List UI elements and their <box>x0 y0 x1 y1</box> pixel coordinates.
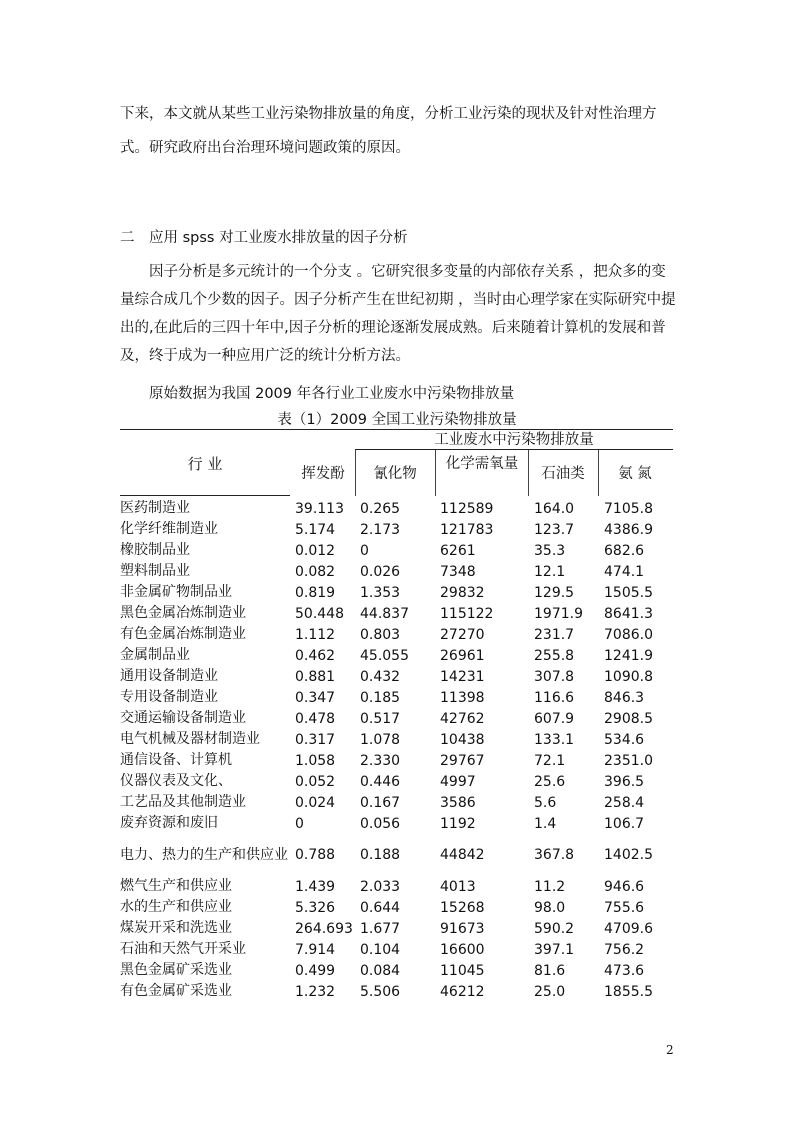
cyanide-cell: 0.056 <box>360 815 401 832</box>
petroleum-cell: 12.1 <box>534 563 566 580</box>
industry-cell: 黑色金属冶炼制造业 <box>120 605 246 621</box>
industry-header: 行 业 <box>187 455 223 473</box>
petroleum-cell: 72.1 <box>534 752 566 769</box>
cod-cell: 42762 <box>440 710 485 727</box>
column-divider <box>528 450 529 496</box>
table-row <box>120 540 674 561</box>
table-row <box>120 897 674 918</box>
petroleum-cell: 397.1 <box>534 941 575 958</box>
phenol-cell: 0.462 <box>295 647 336 664</box>
table-row <box>120 960 674 981</box>
cyanide-cell: 0.026 <box>360 563 401 580</box>
industry-cell: 医药制造业 <box>120 500 190 516</box>
ammonia-cell: 1505.5 <box>604 584 653 601</box>
industry-cell: 塑料制品业 <box>120 563 190 579</box>
industry-cell: 橡胶制品业 <box>120 542 190 558</box>
cyanide-cell: 0 <box>360 542 369 559</box>
table-row <box>120 666 674 687</box>
petroleum-cell: 255.8 <box>534 647 575 664</box>
table-row <box>120 708 674 729</box>
column-header-ammonia: 氨 氮 <box>618 466 652 482</box>
cyanide-cell: 0.185 <box>360 689 401 706</box>
petroleum-cell: 1.4 <box>534 815 557 832</box>
emission-table-body <box>120 498 674 1002</box>
cod-cell: 3586 <box>440 794 476 811</box>
petroleum-cell: 607.9 <box>534 710 575 727</box>
industry-cell: 仪器仪表及文化、 <box>120 773 232 789</box>
phenol-cell: 0.788 <box>295 847 336 863</box>
table-row <box>120 792 674 813</box>
table-row <box>120 498 674 519</box>
ammonia-cell: 2908.5 <box>604 710 653 727</box>
ammonia-cell: 258.4 <box>604 794 645 811</box>
ammonia-cell: 8641.3 <box>604 605 653 622</box>
cod-cell: 4997 <box>440 773 476 790</box>
table-row <box>120 645 674 666</box>
phenol-cell: 0.317 <box>295 731 336 748</box>
table-row <box>120 918 674 939</box>
column-divider <box>355 450 356 496</box>
table-row <box>120 561 674 582</box>
industry-cell: 交通运输设备制造业 <box>120 710 246 726</box>
phenol-cell: 0 <box>295 815 304 832</box>
petroleum-cell: 129.5 <box>534 584 575 601</box>
cyanide-cell: 1.677 <box>360 920 401 937</box>
petroleum-cell: 5.6 <box>534 794 557 811</box>
cod-cell: 115122 <box>440 605 494 622</box>
cod-cell: 15268 <box>440 899 485 916</box>
cod-cell: 10438 <box>440 731 485 748</box>
industry-cell: 水的生产和供应业 <box>120 899 232 915</box>
cyanide-cell: 0.188 <box>360 847 401 863</box>
emission-table <box>120 498 674 1002</box>
cod-cell: 44842 <box>440 847 485 863</box>
phenol-cell: 264.693 <box>295 920 353 937</box>
phenol-cell: 0.499 <box>295 962 336 979</box>
cyanide-cell: 44.837 <box>360 605 409 622</box>
industry-cell: 黑色金属矿采选业 <box>120 962 232 978</box>
table-row <box>120 582 674 603</box>
table-caption: 表（1）2009 全国工业污染物排放量 <box>277 412 517 428</box>
cyanide-cell: 0.167 <box>360 794 401 811</box>
table-row <box>120 981 674 1002</box>
cod-cell: 7348 <box>440 563 476 580</box>
cyanide-cell: 0.517 <box>360 710 401 727</box>
group-header: 工业废水中污染物排放量 <box>434 432 594 448</box>
petroleum-cell: 123.7 <box>534 521 575 538</box>
cod-cell: 46212 <box>440 983 485 1000</box>
table-row <box>120 939 674 960</box>
cyanide-cell: 0.644 <box>360 899 401 916</box>
petroleum-cell: 98.0 <box>534 899 566 916</box>
industry-cell: 金属制品业 <box>120 647 190 663</box>
industry-cell: 工艺品及其他制造业 <box>120 794 246 810</box>
cyanide-cell: 0.432 <box>360 668 401 685</box>
phenol-cell: 1.058 <box>295 752 336 769</box>
petroleum-cell: 11.2 <box>534 878 566 895</box>
phenol-cell: 50.448 <box>295 605 344 622</box>
column-header-cyanide: 氰化物 <box>373 466 417 482</box>
industry-header-rule <box>120 495 290 496</box>
phenol-cell: 1.112 <box>295 626 336 643</box>
column-header-petroleum: 石油类 <box>541 466 585 482</box>
ammonia-cell: 1855.5 <box>604 983 653 1000</box>
cyanide-cell: 45.055 <box>360 647 409 664</box>
page-number: 2 <box>666 1043 674 1057</box>
phenol-cell: 0.819 <box>295 584 336 601</box>
industry-cell: 有色金属矿采选业 <box>120 983 232 999</box>
industry-cell: 电气机械及器材制造业 <box>120 731 260 747</box>
cod-cell: 14231 <box>440 668 485 685</box>
ammonia-cell: 106.7 <box>604 815 645 832</box>
ammonia-cell: 396.5 <box>604 773 645 790</box>
ammonia-cell: 4386.9 <box>604 521 653 538</box>
industry-cell: 石油和天然气开采业 <box>120 941 246 957</box>
phenol-cell: 0.082 <box>295 563 336 580</box>
table-row <box>120 813 674 834</box>
cyanide-cell: 2.173 <box>360 521 401 538</box>
phenol-cell: 0.347 <box>295 689 336 706</box>
table-row <box>120 834 674 876</box>
cod-cell: 112589 <box>440 500 494 517</box>
phenol-cell: 0.478 <box>295 710 336 727</box>
cyanide-cell: 0.265 <box>360 500 401 517</box>
table-row <box>120 687 674 708</box>
factor-analysis-paragraph: 因子分析是多元统计的一个分支 。它研究很多变量的内部依存关系 ，把众多的变量综合成几个少数的因子。因子分析产生在世纪初期 ，当时由心理学家在实际研究中提出的,在此后的三四十年中,因子分析的理论逐渐发展成熟。后来随着计算机的发展和普及，终于成为一种应用广泛的统计分析方法。 <box>120 264 676 364</box>
phenol-cell: 7.914 <box>295 941 336 958</box>
column-divider <box>435 450 436 496</box>
table-row <box>120 771 674 792</box>
industry-cell: 非金属矿物制品业 <box>120 584 232 600</box>
cod-cell: 16600 <box>440 941 485 958</box>
cyanide-cell: 1.353 <box>360 584 401 601</box>
petroleum-cell: 1971.9 <box>534 605 583 622</box>
cod-cell: 4013 <box>440 878 476 895</box>
section-heading: 二 应用 spss 对工业废水排放量的因子分析 <box>120 230 408 246</box>
cod-cell: 6261 <box>440 542 476 559</box>
phenol-cell: 0.024 <box>295 794 336 811</box>
phenol-cell: 0.052 <box>295 773 336 790</box>
petroleum-cell: 164.0 <box>534 500 575 517</box>
ammonia-cell: 534.6 <box>604 731 645 748</box>
cod-cell: 11045 <box>440 962 485 979</box>
industry-cell: 燃气生产和供应业 <box>120 878 232 894</box>
column-header-phenol: 挥发酚 <box>301 466 345 482</box>
cod-cell: 121783 <box>440 521 494 538</box>
cod-cell: 29767 <box>440 752 485 769</box>
ammonia-cell: 756.2 <box>604 941 645 958</box>
table-top-rule <box>120 429 673 430</box>
petroleum-cell: 133.1 <box>534 731 575 748</box>
petroleum-cell: 25.6 <box>534 773 566 790</box>
column-divider <box>598 450 599 496</box>
cyanide-cell: 0.084 <box>360 962 401 979</box>
cod-cell: 29832 <box>440 584 485 601</box>
ammonia-cell: 682.6 <box>604 542 645 559</box>
data-source-paragraph: 原始数据为我国 2009 年各行业工业废水中污染物排放量 <box>149 386 515 402</box>
table-row <box>120 624 674 645</box>
table-row <box>120 519 674 540</box>
ammonia-cell: 7105.8 <box>604 500 653 517</box>
ammonia-cell: 474.1 <box>604 563 645 580</box>
phenol-cell: 0.881 <box>295 668 336 685</box>
industry-cell: 通信设备、计算机 <box>120 752 232 768</box>
cyanide-cell: 1.078 <box>360 731 401 748</box>
petroleum-cell: 35.3 <box>534 542 566 559</box>
cod-cell: 27270 <box>440 626 485 643</box>
table-row <box>120 603 674 624</box>
petroleum-cell: 307.8 <box>534 668 575 685</box>
petroleum-cell: 81.6 <box>534 962 566 979</box>
phenol-cell: 39.113 <box>295 500 344 517</box>
petroleum-cell: 367.8 <box>534 847 575 863</box>
petroleum-cell: 25.0 <box>534 983 566 1000</box>
ammonia-cell: 755.6 <box>604 899 645 916</box>
group-header-rule <box>355 449 673 450</box>
ammonia-cell: 473.6 <box>604 962 645 979</box>
industry-cell: 化学纤维制造业 <box>120 521 218 537</box>
ammonia-cell: 7086.0 <box>604 626 653 643</box>
table-row <box>120 729 674 750</box>
column-header-cod: 化学需氧量 <box>445 456 519 472</box>
cod-cell: 91673 <box>440 920 485 937</box>
industry-cell: 通用设备制造业 <box>120 668 218 684</box>
cyanide-cell: 2.033 <box>360 878 401 895</box>
industry-cell: 专用设备制造业 <box>120 689 218 705</box>
industry-cell: 煤炭开采和洗选业 <box>120 920 232 936</box>
cod-cell: 26961 <box>440 647 485 664</box>
ammonia-cell: 946.6 <box>604 878 645 895</box>
ammonia-cell: 1090.8 <box>604 668 653 685</box>
petroleum-cell: 231.7 <box>534 626 575 643</box>
cyanide-cell: 5.506 <box>360 983 401 1000</box>
ammonia-cell: 4709.6 <box>604 920 653 937</box>
phenol-cell: 5.326 <box>295 899 336 916</box>
cod-cell: 1192 <box>440 815 476 832</box>
phenol-cell: 5.174 <box>295 521 336 538</box>
industry-cell: 废弃资源和废旧 <box>120 815 218 831</box>
phenol-cell: 1.439 <box>295 878 336 895</box>
cod-cell: 11398 <box>440 689 485 706</box>
ammonia-cell: 1402.5 <box>604 847 653 863</box>
ammonia-cell: 2351.0 <box>604 752 653 769</box>
ammonia-cell: 1241.9 <box>604 647 653 664</box>
intro-paragraph: 下来，本文就从某些工业污染物排放量的角度，分析工业污染的现状及针对性治理方式。研究政府出台治理环境问题政策的原因。 <box>120 106 657 156</box>
phenol-cell: 0.012 <box>295 542 336 559</box>
phenol-cell: 1.232 <box>295 983 336 1000</box>
table-row <box>120 876 674 897</box>
table-row <box>120 750 674 771</box>
cyanide-cell: 0.104 <box>360 941 401 958</box>
cyanide-cell: 0.803 <box>360 626 401 643</box>
petroleum-cell: 590.2 <box>534 920 575 937</box>
petroleum-cell: 116.6 <box>534 689 575 706</box>
cyanide-cell: 0.446 <box>360 773 401 790</box>
industry-cell: 电力、热力的生产和供应业 <box>120 846 288 863</box>
industry-cell: 有色金属冶炼制造业 <box>120 626 246 642</box>
ammonia-cell: 846.3 <box>604 689 645 706</box>
cyanide-cell: 2.330 <box>360 752 401 769</box>
